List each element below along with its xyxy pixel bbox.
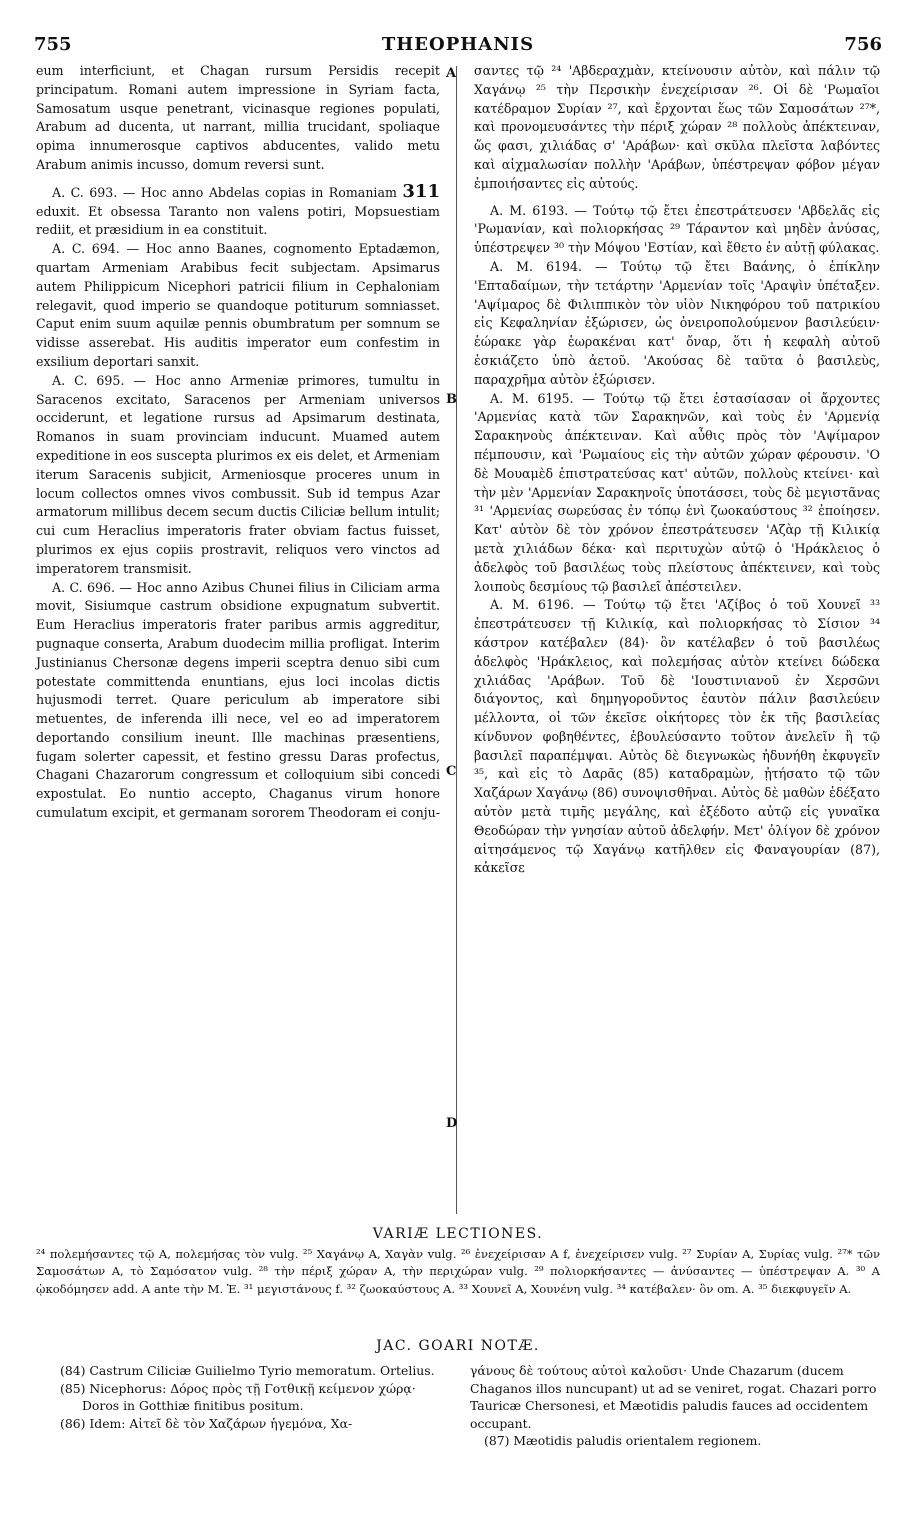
note-item: (87) Mæotidis paludis orientalem regionem. — [484, 1433, 762, 1449]
notes-right-column — [470, 1362, 880, 1450]
greek-paragraph — [474, 596, 880, 878]
greek-entry: A. M. 6196. — Τούτῳ τῷ ἔτει 'Αζίβος ὁ τοῦ Χουνεῖ ³³ ἐπεστράτευσεν τῇ Κιλικίᾳ, καὶ πολιορκήσας τὸ Σίσιον ³⁴ κάστρον κατέβαλεν (84)· ὃν κατέλαβεν ὁ τοῦ βασιλέως ἀδελφὸς 'Ηράκλειος, καὶ πολεμήσας αὐτὸν κτείνει δώδεκα χιλιάδας 'Αράβων. Τοῦ δὲ 'Ιουστινιανοῦ ἐν Χερσῶνι διάγοντος, καὶ δημηγοροῦντος ἑαυτὸν πάλιν βασιλεύειν μέλλοντα, οἱ τῶν ἐκεῖσε οἰκήτορες τὸν ἐκ τῆς βασιλείας κίνδυνον φοβηθέντες, ἐβουλεύσαντο τοῦτον ἀνελεῖν ἢ τῷ βασιλεῖ παραπέμψαι. Αὐτὸς δὲ διεγνωκὼς ἠδυνήθη ἐκφυγεῖν ³⁵, καὶ εἰς τὸ Δαρᾶς (85) καταδραμὼν, ᾐτήσατο τῷ τῶν Χαζάρων Χαγάνῳ (86) συνοψισθῆναι. Αὐτὸς δὲ μαθὼν ἐδέξατο αὐτὸν μετὰ τιμῆς μεγάλης, καὶ ἐξέδοτο αὐτῷ εἰς γυναῖκα Θεοδώραν τὴν γνησίαν αὐτοῦ ἀδελφήν. Μετ' ὀλίγον δὲ χρόνον αἰτησάμενος τῷ Χαγάνῳ κατῆλθεν εἰς Φαναγουρίαν (87), κἀκεῖσε — [474, 597, 880, 876]
greek-entry: A. M. 6195. — Τούτῳ τῷ ἔτει ἐστασίασαν οἱ ἄρχοντες 'Αρμενίας κατὰ τῶν Σαρακηνῶν, καὶ τοὺς ἐν 'Αρμενίᾳ Σαρακηνοὺς ἀπέκτειναν. Καὶ αὖθις πρὸς τὸν 'Αψίμαρον πέμπουσιν, καὶ 'Ρωμαίους εἰς τὴν αὐτῶν χώραν φέρουσιν. 'Ο δὲ Μουαμὲδ ἐπιστρατεύσας κατ' αὐτῶν, πολλοὺς κτείνει· καὶ τὴν μὲν 'Αρμενίαν Σαρακηνοῖς ὑποτάσσει, τοὺς δὲ μεγιστᾶνας ³¹ 'Αρμενίας σωρεύσας ἐν τόπῳ ἑνὶ ζωοκαύστους ³² ἐποίησεν. Κατ' αὐτὸν δὲ τὸν χρόνον ἐπεστράτευσεν 'Αζὰρ τῇ Κιλικίᾳ μετὰ χιλιάδων δέκα· καὶ περιτυχὼν αὐτῷ ὁ 'Ηράκλειος ὁ ἀδελφὸς τοῦ βασιλέως τοὺς πλείστους ἀπέκτεινεν, καὶ τοὺς λοιποὺς δεσμίους τῷ βασιλεῖ ἀπέστειλεν. — [474, 390, 880, 594]
latin-entry: A. C. 695. — Hoc anno Armeniæ primores, tumultu in Saracenos excitato, Saracenos per Armeniam universos occiderunt, et legatione rursus ad Apsimarum destinata, Romanos in suam provinciam inducunt. Muamed autem expeditione in eos suscepta plurimos ex eis delet, et Armeniam iterum Saracenis subjicit, Armeniosque proceres unum in locum collectos omnes vivos combussit. Sub id tempus Azar armatorum millibus decem secum ductis Ciliciæ bellum intulit; cui cum Heraclius imperatoris frater obviam factus fuisset, plurimos ex ejus copiis prostravit, reliquos vero vinctos ad imperatorem transmisit. — [36, 372, 440, 576]
column-divider — [456, 66, 457, 1214]
margin-letter-c: C — [446, 764, 457, 779]
greek-paragraph — [474, 390, 880, 597]
latin-paragraph: eum interficiunt, et Chagan rursum Persidis recepit principatum. Romani autem impressione in Syriam facta, Samosatum usque penetrant, vicinasque regiones populati, Arabum ad ducenta, ut narrant, millia trucidant, spoliaque opima innumerosque captivos abducentes, valido metu Arabum animis incusso, domum reversi sunt. — [36, 63, 440, 172]
note-item: (84) Castrum Ciliciæ Guilielmo Tyrio memoratum. Ortelius. — [60, 1363, 435, 1378]
latin-entry: A. C. 696. — Hoc anno Azibus Chunei filius in Ciliciam arma movit, Sisiumque castrum obsidione expugnatum subvertit. Eum Heraclius imperatoris frater paribus armis aggreditur, pugnaque conserta, Arabum duodecim millia profligat. Interim Justinianus Chersonæ degens imperii sceptra denuo sibi cum potestate committenda enuntians, ejus loci incolas dictis hujusmodi terret. Quare periculum ab imperatore sibi metuentes, de inferenda illi nece, vel eo ad imperatorem deportando consilium ineunt. Ille machinas præsentiens, fugam solerter capessit, et festino gressu Daras profectus, Chagani Chazarorum congressum et colloquium sibi concedi expostulat. Eo nuntio accepto, Chaganus virum honore cumulatum excipit, et germanam sororem Theodoram ei conju- — [36, 579, 440, 821]
latin-paragraph — [36, 240, 440, 372]
latin-paragraph — [36, 579, 440, 823]
latin-entry-start: A. C. 693. — Hoc anno Abdelas copias in Romaniam — [52, 184, 397, 200]
margin-letter-a: A — [446, 66, 457, 81]
latin-paragraph — [36, 180, 440, 240]
greek-paragraph: σαντες τῷ ²⁴ 'Αβδεραχμὰν, κτείνουσιν αὐτὸν, καὶ πάλιν τῷ Χαγάνῳ ²⁵ τὴν Περσικὴν ἐνεχείρισαν ²⁶. Οἱ δὲ 'Ρωμαῖοι κατέδραμον Συρίαν ²⁷, καὶ ἔρχονται ἕως τῶν Σαμοσάτων ²⁷*, καὶ προνομευσάντες τὴν πέριξ χώραν ²⁸ πολλοὺς ἀπέκτειναν, ὥς φασι, χιλιάδας σ' 'Αράβων· καὶ σκῦλα πλεῖστα λαβόντες καὶ αἰχμαλωσίαν πολλὴν 'Αράβων, ὑπέστρεψαν φόβον μέγαν ἐμποιήσαντες εἰς αὐτούς. — [474, 63, 880, 191]
latin-entry: A. C. 694. — Hoc anno Baanes, cognomento Eptadæmon, quartam Armeniam Arabibus fecit subjectam. Apsimarus autem Philippicum Nicephori patricii filium in Cephaloniam relegavit, quod imperio se quandoque potiturum somniasset. Caput enim suum aquilæ pennis obumbratum per somnum se vidisse asserebat. His auditis imperator eum confestim in exsilium deportari sanxit. — [36, 241, 440, 369]
latin-paragraph — [36, 372, 440, 579]
greek-column — [474, 62, 880, 878]
variae-title: VARIÆ LECTIONES. — [372, 1226, 544, 1242]
latin-column — [36, 62, 440, 823]
note-item: (85) Nicephorus: Δόρος πρὸς τῇ Γοτθικῇ κείμενον χώρᾳ· Doros in Gotthiæ finitibus positum. — [60, 1380, 416, 1414]
edition-page-marker: 311 — [402, 180, 440, 202]
page-header — [34, 34, 882, 60]
variae-lectiones: ²⁴ πολεμήσαντες τῷ A, πολεμήσας τὸν vulg. ²⁵ Χαγάνῳ A, Χαγὰν vulg. ²⁶ ἐνεχείρισαν A f, ἐνεχείρισεν vulg. ²⁷ Συρίαν A, Συρίας vulg. ²⁷* τῶν Σαμοσάτων A, τὸ Σαμόσατον vulg. ²⁸ τὴν πέριξ χώραν A, τὴν περιχώραν vulg. ²⁹ πολιορκήσαντες — ἀνύσαντες — ὑπέστρεψαν A. ³⁰ A ᾠκοδόμησεν add. A ante τὴν Μ. Ἑ. ³¹ μεγιστάνους f. ³² ζωοκαύστους A. ³³ Χουνεῖ A, Χουνένη vulg. ³⁴ κατέβαλεν· ὃν om. A. ³⁵ διεκφυγεῖν A. — [36, 1247, 880, 1296]
greek-paragraph — [474, 202, 880, 258]
note-item: γάνους δὲ τούτους αὐτοὶ καλοῦσι· Unde Chazarum (ducem Chaganos illos nuncupant) ut ad se veniret, rogat. Chazari porro Tauricæ Chersonesi, et Mæotidis paludis fauces ad occidentem occupant. — [470, 1363, 877, 1431]
note-item: (86) Idem: Αἰτεῖ δὲ τὸν Χαζάρων ἡγεμόνα, Χα- — [60, 1415, 353, 1431]
greek-entry: A. M. 6193. — Τούτῳ τῷ ἔτει ἐπεστράτευσεν 'Αβδελᾶς εἰς 'Ρωμανίαν, καὶ πολιορκήσας ²⁹ Τάραντον καὶ μηδὲν ἀνύσας, ὑπέστρεψεν ³⁰ τὴν Μόψου 'Εστίαν, καὶ ἔθετο ἐν αὐτῇ φύλακας. — [474, 202, 880, 256]
latin-entry-rest: eduxit. Et obsessa Taranto non valens potiri, Mopsuestiam rediit, et præsidium in ea constituit. — [36, 203, 440, 238]
greek-entry: A. M. 6194. — Τούτῳ τῷ ἔτει Βαάνης, ὁ ἐπίκλην 'Επταδαίμων, τὴν τετάρτην 'Αρμενίαν τοῖς 'Αραψὶν ὑπέταξεν. 'Αψίμαρος δὲ Φιλιππικὸν τὸν υἱὸν Νικηφόρου τοῦ πατρικίου εἰς Κεφαληνίαν ἐξώρισεν, ὡς ὀνειροπολούμενον βασιλεύειν· ἑώρακε γὰρ ἑωρακέναι κατ' ὄναρ, ὅτι ἡ κεφαλὴ αὐτοῦ ἐσκιάζετο ὑπὸ ἀετοῦ. 'Ακούσας δὲ ταῦτα ὁ βασιλεὺς, παραχρῆμα αὐτὸν ἐξώρισεν. — [474, 258, 880, 387]
greek-paragraph — [474, 258, 880, 390]
running-title: THEOPHANIS — [381, 34, 535, 55]
right-page-number: 756 — [844, 34, 882, 55]
notes-left-column — [60, 1362, 454, 1432]
notes-title: JAC. GOARI NOTÆ. — [376, 1338, 540, 1354]
left-page-number: 755 — [34, 34, 72, 55]
margin-letter-b: B — [446, 392, 457, 407]
margin-letter-d: D — [446, 1116, 458, 1131]
